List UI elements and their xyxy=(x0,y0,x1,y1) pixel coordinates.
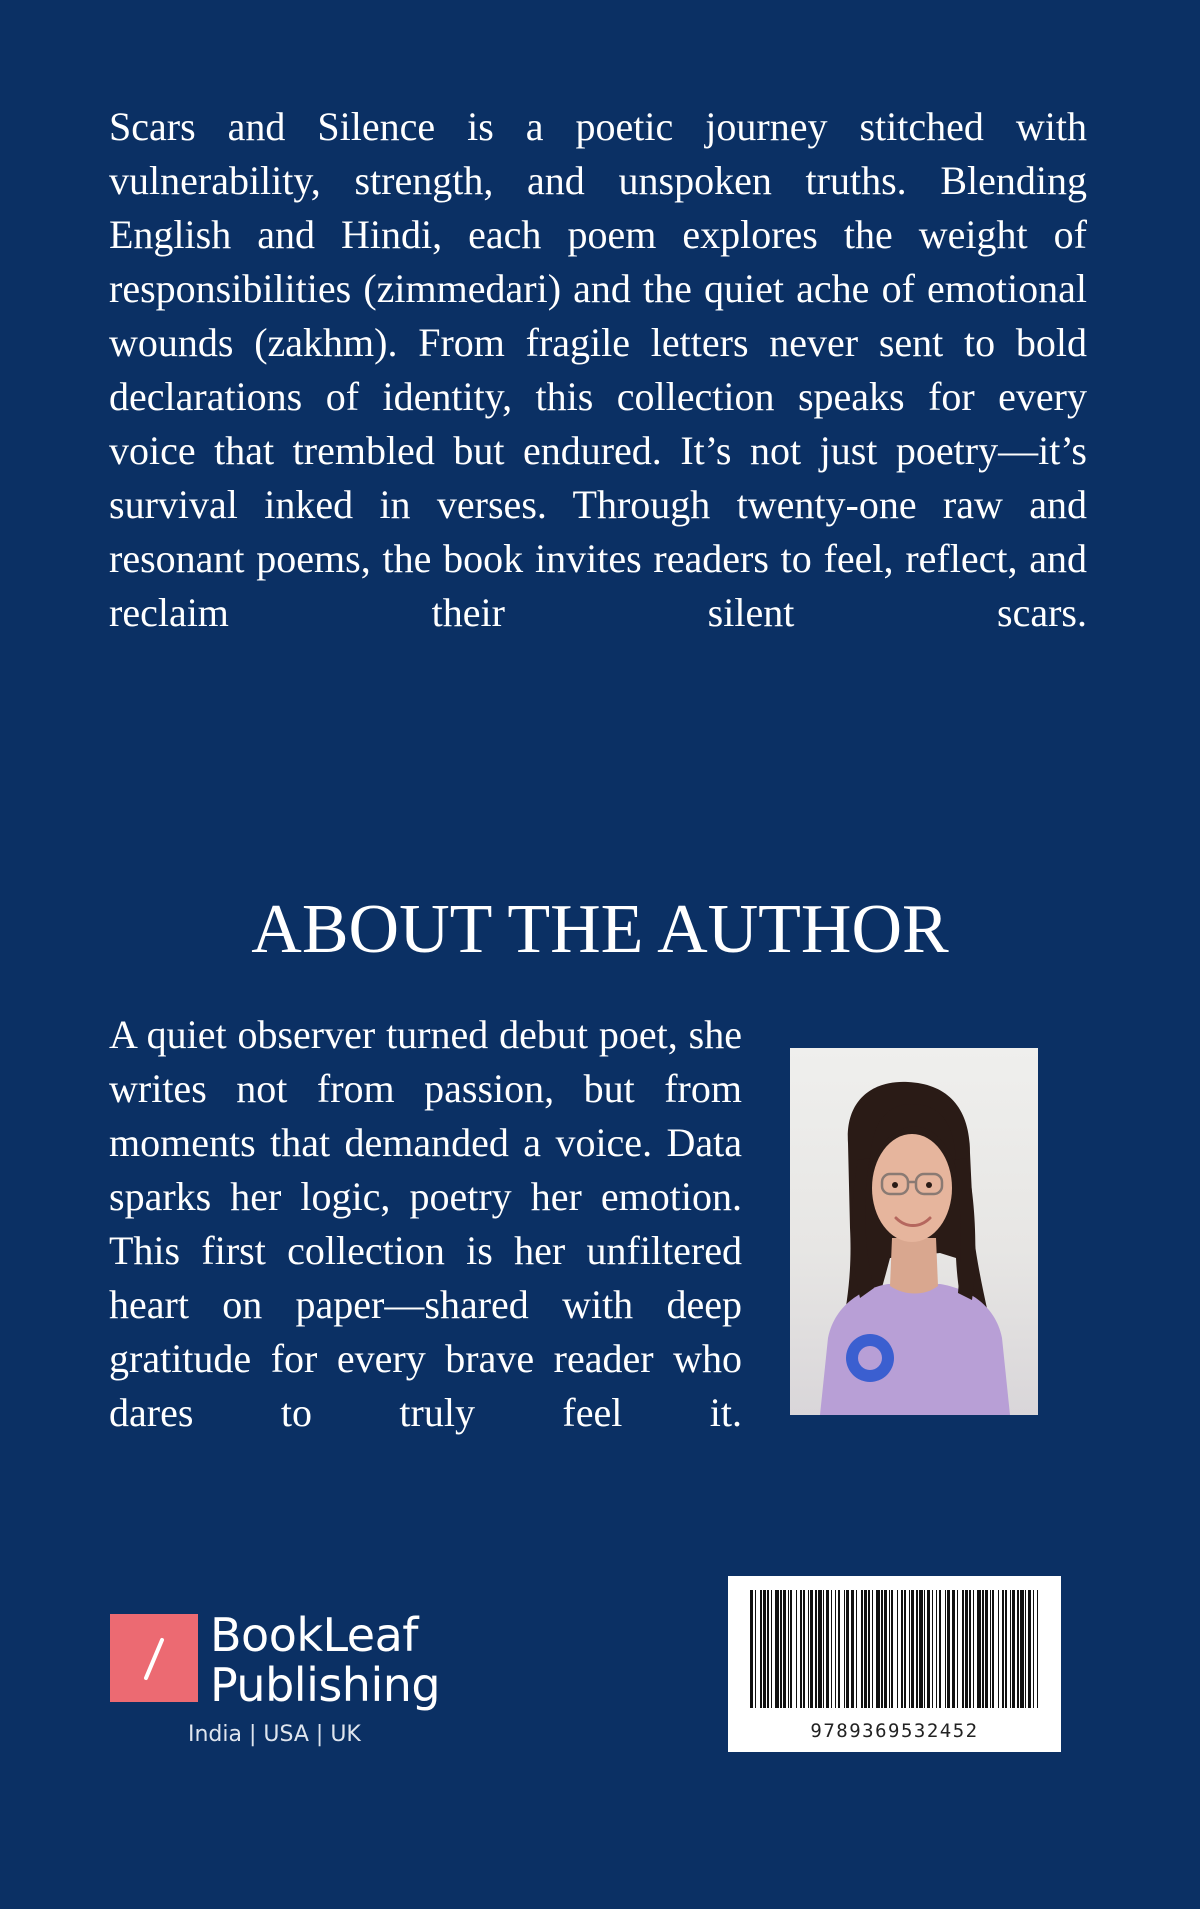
slash-icon xyxy=(110,1614,198,1702)
about-author-heading: ABOUT THE AUTHOR xyxy=(251,891,949,968)
barcode-bar xyxy=(1010,1590,1011,1708)
barcode-bar xyxy=(932,1590,933,1708)
barcode-bar xyxy=(861,1590,863,1708)
author-portrait-illustration xyxy=(790,1048,1038,1415)
barcode-bar xyxy=(1012,1590,1015,1708)
barcode-bar xyxy=(844,1590,845,1708)
barcode-bar xyxy=(868,1590,870,1708)
barcode-bar xyxy=(838,1590,840,1708)
barcode-bar xyxy=(884,1590,887,1708)
isbn-number: 9789369532452 xyxy=(810,1720,979,1742)
barcode-bar xyxy=(1002,1590,1004,1708)
barcode-bar xyxy=(851,1590,854,1708)
barcode-bar xyxy=(919,1590,923,1708)
publisher-countries: India | USA | UK xyxy=(188,1722,361,1747)
barcode-bar xyxy=(763,1590,766,1708)
barcode-bar xyxy=(904,1590,906,1708)
barcode-bar xyxy=(973,1590,974,1708)
publisher-logo xyxy=(110,1610,470,1760)
barcode-bar xyxy=(810,1590,813,1708)
barcode-bar xyxy=(1020,1590,1024,1708)
isbn-barcode xyxy=(728,1576,1061,1752)
barcode-bar xyxy=(952,1590,955,1708)
barcode-bar xyxy=(803,1590,805,1708)
barcode-bar xyxy=(969,1590,971,1708)
barcode-bar xyxy=(1005,1590,1007,1708)
barcode-bar xyxy=(936,1590,937,1708)
barcode-bar xyxy=(916,1590,918,1708)
barcode-bar xyxy=(990,1590,991,1708)
barcode-bar xyxy=(767,1590,769,1708)
barcode-bar xyxy=(846,1590,849,1708)
barcode-bar xyxy=(891,1590,893,1708)
barcode-bar xyxy=(939,1590,941,1708)
barcode-bar xyxy=(982,1590,984,1708)
barcode-bar xyxy=(780,1590,782,1708)
publisher-name-line2: Publishing xyxy=(210,1658,441,1712)
barcode-bar xyxy=(957,1590,958,1708)
barcode-bar xyxy=(889,1590,890,1708)
barcode-bar xyxy=(818,1590,822,1708)
barcode-bar xyxy=(796,1590,797,1708)
barcode-bar xyxy=(977,1590,981,1708)
barcode-bar xyxy=(790,1590,792,1708)
barcode-bar xyxy=(856,1590,857,1708)
barcode-bar xyxy=(755,1590,756,1708)
barcode-bar xyxy=(1037,1590,1038,1708)
barcode-bar xyxy=(992,1590,994,1708)
barcode-bar xyxy=(897,1590,898,1708)
author-photo xyxy=(790,1048,1038,1415)
book-blurb: Scars and Silence is a poetic journey stitched with vulnerability, strength, and unspoken truths. Blending English and Hindi, each poem explores the weight of responsibilities (zimmedari) and the quiet ache of emotional wounds (zakhm). From fragile letters never sent to bold declarations of identity, this collection speaks for every voice that trembled but endured. It’s not just poetry—it’s survival inked in verses. Through twenty-one raw and resonant poems, the book invites readers to feel, reflect, and reclaim their silent scars. xyxy=(109,104,1087,635)
barcode-bar xyxy=(826,1590,829,1708)
barcode-bar xyxy=(965,1590,968,1708)
barcode-bar xyxy=(909,1590,910,1708)
barcode-bar xyxy=(911,1590,914,1708)
barcode-bar xyxy=(962,1590,964,1708)
barcode-bar xyxy=(872,1590,873,1708)
barcode-bar xyxy=(1017,1590,1019,1708)
publisher-logo-mark xyxy=(110,1614,198,1702)
barcode-bar xyxy=(998,1590,999,1708)
barcode-bar xyxy=(901,1590,903,1708)
barcode-bar xyxy=(788,1590,789,1708)
publisher-name-line1: BookLeaf xyxy=(210,1608,418,1662)
barcode-bar xyxy=(771,1590,772,1708)
barcode-bar xyxy=(783,1590,786,1708)
barcode-bar xyxy=(945,1590,946,1708)
barcode-bar xyxy=(835,1590,836,1708)
barcode-bar xyxy=(1028,1590,1031,1708)
barcode-bar xyxy=(876,1590,880,1708)
barcode-bar xyxy=(750,1590,753,1708)
author-bio: A quiet observer turned debut poet, she writes not from passion, but from moments that demanded a voice. Data sparks her logic, poetry her emotion. This first collection is her unfiltered heart on paper—shared with deep gratitude for every brave reader who dares to truly feel it. xyxy=(109,1012,742,1435)
barcode-bar xyxy=(985,1590,988,1708)
barcode-bar xyxy=(881,1590,883,1708)
barcode-bar xyxy=(1025,1590,1026,1708)
barcode-bar xyxy=(823,1590,824,1708)
barcode-bar xyxy=(947,1590,950,1708)
barcode-bar xyxy=(864,1590,867,1708)
barcode-bar xyxy=(1033,1590,1034,1708)
barcode-bar xyxy=(831,1590,832,1708)
barcode-bar xyxy=(800,1590,802,1708)
barcode-bar xyxy=(815,1590,817,1708)
barcode-bar xyxy=(808,1590,809,1708)
barcode-bar xyxy=(927,1590,930,1708)
barcode-bar xyxy=(775,1590,779,1708)
barcode-bar xyxy=(924,1590,925,1708)
publisher-name xyxy=(210,1610,440,1710)
barcode-bar xyxy=(760,1590,762,1708)
